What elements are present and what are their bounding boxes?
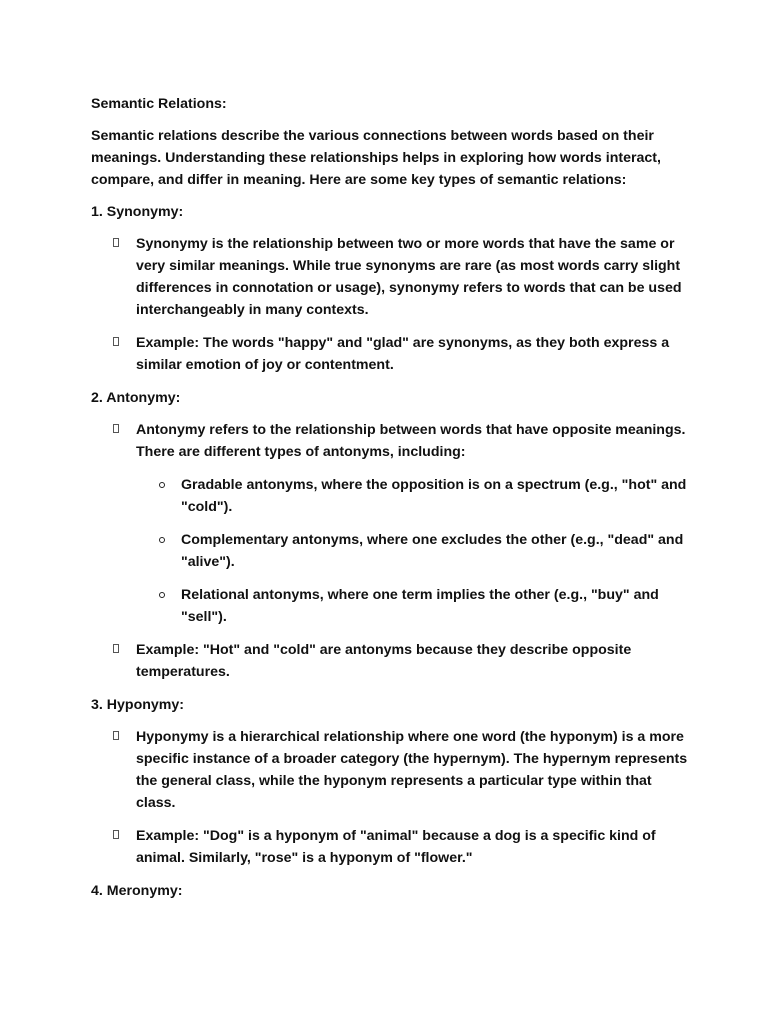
section-title-synonymy: 1. Synonymy:	[91, 204, 184, 220]
circle-bullet-icon	[159, 537, 165, 543]
bullet-icon	[113, 644, 119, 653]
sub-bullet-text: Gradable antonyms, where the opposition is on a spectrum (e.g., "hot" and "cold").	[181, 477, 687, 515]
list-item	[91, 419, 691, 463]
circle-bullet-icon	[159, 482, 165, 488]
list-item	[91, 639, 691, 683]
section-title-antonymy: 2. Antonymy:	[91, 390, 181, 406]
section-title-hyponymy: 3. Hyponymy:	[91, 697, 185, 713]
bullet-text: Example: The words "happy" and "glad" are synonyms, as they both express a similar emotion of joy or contentment.	[136, 335, 670, 373]
document-body	[91, 93, 691, 912]
bullet-icon	[113, 731, 119, 740]
bullet-icon	[113, 238, 119, 247]
bullet-text: Example: "Dog" is a hyponym of "animal" because a dog is a specific kind of animal. Similarly, "rose" is a hyponym of "flower."	[136, 828, 656, 866]
circle-bullet-icon	[159, 592, 165, 598]
document-heading: Semantic Relations:	[91, 96, 227, 112]
bullet-icon	[113, 337, 119, 346]
list-item	[91, 726, 691, 814]
bullet-icon	[113, 424, 119, 433]
bullet-text: Example: "Hot" and "cold" are antonyms because they describe opposite temperatures.	[136, 642, 632, 680]
bullet-text: Synonymy is the relationship between two or more words that have the same or very similar meanings. While true synonyms are rare (as most words carry slight differences in connotation or usage), synonymy refers to words that can be used interchangeably in many contexts.	[136, 236, 682, 318]
list-item	[91, 233, 691, 321]
sub-list-item	[91, 474, 691, 518]
bullet-text: Hyponymy is a hierarchical relationship where one word (the hyponym) is a more specific instance of a broader category (the hypernym). The hypernym represents the general class, while the hyponym represents a particular type within that class.	[136, 729, 688, 811]
section-title-meronymy: 4. Meronymy:	[91, 883, 183, 899]
bullet-icon	[113, 830, 119, 839]
bullet-text: Antonymy refers to the relationship between words that have opposite meanings. There are different types of antonyms, including:	[136, 422, 686, 460]
list-item	[91, 332, 691, 376]
sub-list-item	[91, 529, 691, 573]
sub-bullet-text: Complementary antonyms, where one excludes the other (e.g., "dead" and "alive").	[181, 532, 684, 570]
intro-paragraph: Semantic relations describe the various connections between words based on their meanings. Understanding these relationships helps in exploring how words interact, compare, and differ in meaning. Here are some key types of semantic relations:	[91, 128, 661, 188]
sub-list-item	[91, 584, 691, 628]
list-item	[91, 825, 691, 869]
sub-bullet-text: Relational antonyms, where one term implies the other (e.g., "buy" and "sell").	[181, 587, 659, 625]
